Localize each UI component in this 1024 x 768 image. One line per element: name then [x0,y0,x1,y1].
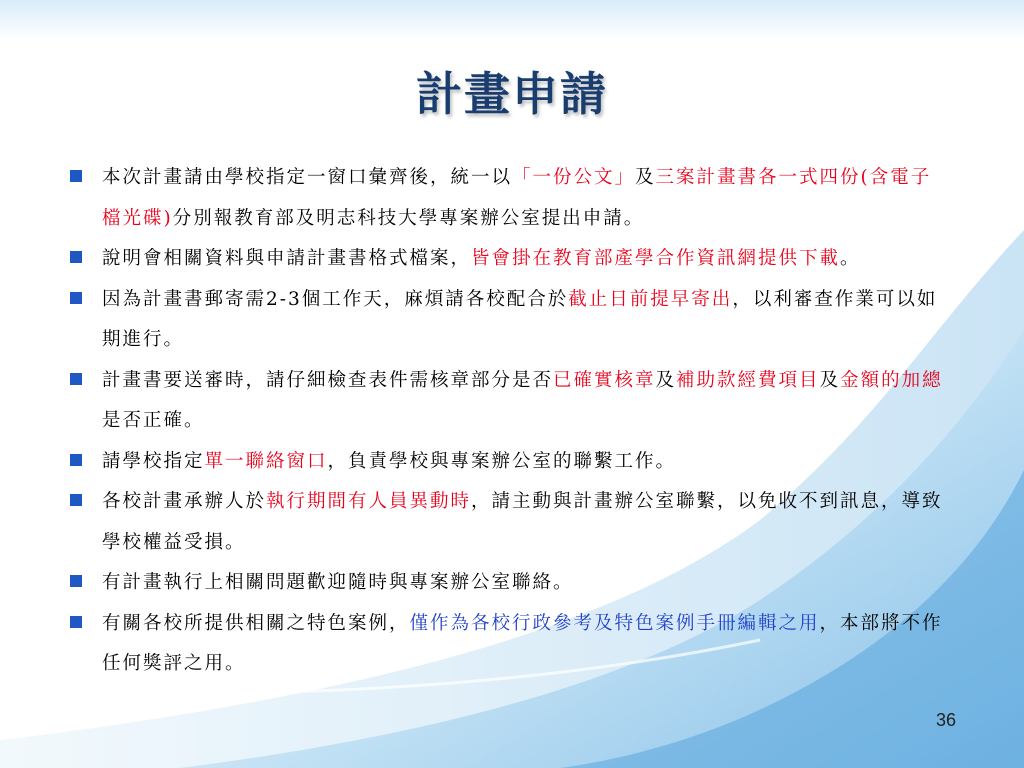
bullet-text: ，請主動與計畫辦公室聯繫，以免收不到訊息，導致學校權益受損。 [102,491,943,553]
bullet-text: 請學校指定 [102,450,205,472]
bullet-item [70,604,950,685]
bullet-item [70,482,950,563]
page-number: 36 [936,710,957,730]
square-bullet-icon [70,575,82,587]
highlighted-text: 已確實核章 [553,369,656,391]
bullet-text: 有關各校所提供相關之特色案例， [102,612,410,634]
bullet-item [70,239,950,280]
highlighted-text: 僅作為各校行政參考及特色案例手冊編輯之用 [409,612,820,634]
bullet-text: 本次計畫請由學校指定一窗口彙齊後，統一以 [102,167,513,188]
square-bullet-icon [70,292,82,304]
bullet-text: 各校計畫承辦人於 [102,491,267,512]
square-bullet-icon [70,494,82,506]
highlighted-text: 金額的加總 [840,369,943,391]
square-bullet-icon [70,454,82,466]
bullet-text: 及 [819,369,841,391]
highlighted-text: 「一份公文」 [512,167,636,188]
highlighted-text: 單一聯絡窗口 [204,450,328,472]
bullet-item [70,563,950,604]
bullet-text: 。 [840,248,861,269]
bullet-text: 因為計畫書郵寄需2-3個工作天，麻煩請各校配合於 [102,288,569,310]
square-bullet-icon [70,373,82,385]
highlighted-text: 皆會掛在教育部產學合作資訊網提供下載 [471,248,841,269]
highlighted-text: 截止日前提早寄出 [568,288,733,310]
slide-title: 計畫申請 [416,67,608,121]
square-bullet-icon [70,616,82,628]
bullet-text: ，以利審查作業可以如期進行。 [102,288,938,350]
bullet-text: ，本部將不作任何獎評之用。 [102,612,943,674]
bullet-text: 是否正確。 [102,410,205,431]
bullet-item [70,361,950,442]
bullet-item [70,442,950,483]
bullet-text: 分別報教育部及明志科技大學專案辦公室提出申請。 [172,207,645,229]
bullet-text: 有計畫執行上相關問題歡迎隨時與專案辦公室聯絡。 [102,572,574,593]
bullet-text: 計畫書要送審時，請仔細檢查表件需核章部分是否 [102,369,554,391]
bullet-text: 及 [635,167,656,188]
bullet-text: 及 [655,369,677,391]
bullet-item [70,280,950,361]
square-bullet-icon [70,251,82,263]
highlighted-text: 補助款經費項目 [676,369,820,391]
highlighted-text: 三案計畫書各一式四份(含電子檔光碟) [102,167,932,229]
highlighted-text: 執行期間有人員異動時 [266,491,472,512]
bullet-list [70,158,950,685]
bullet-text: ，負責學校與專案辦公室的聯繫工作。 [327,450,677,472]
bullet-item [70,158,950,239]
bullet-text: 說明會相關資料與申請計畫書格式檔案， [102,248,472,269]
square-bullet-icon [70,170,82,182]
